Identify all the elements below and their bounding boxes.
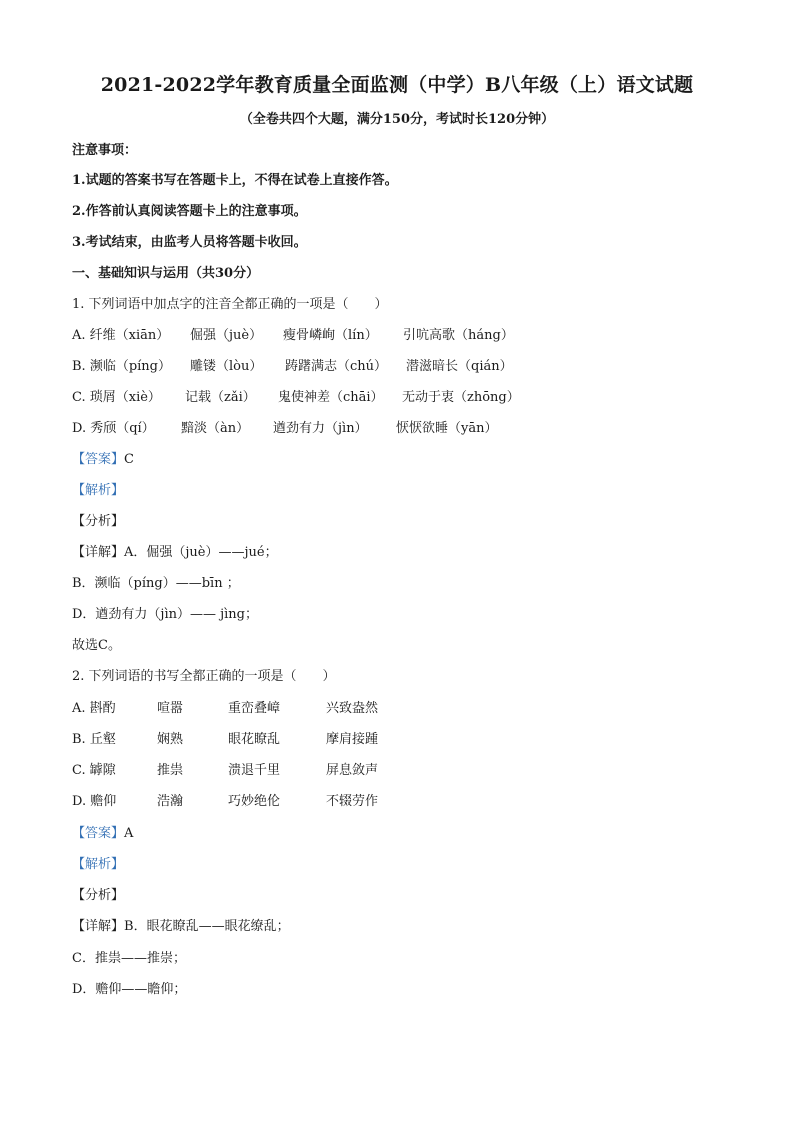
q1-option-b-1: B. 濒临（píng）: [72, 359, 171, 374]
detail-label: 【详解】: [72, 545, 125, 560]
question-2-stem: 2. 下列词语的书写全都正确的一项是（ ）: [72, 669, 336, 684]
q2-option-d-3: 巧妙绝伦: [228, 794, 281, 809]
question-2-fenxi-label: 【分析】: [72, 888, 125, 903]
page-subtitle: （全卷共四个大题，满分150分，考试时长120分钟）: [239, 112, 555, 127]
question-2-detail-b: [72, 918, 290, 936]
notice-item-2: 2.作答前认真阅读答题卡上的注意事项。: [72, 204, 307, 219]
q2-option-d-4: 不辍劳作: [326, 794, 379, 809]
question-2-analysis-label: 【解析】: [72, 857, 125, 872]
q1-option-a-3: 瘦骨嶙峋（lín）: [283, 328, 378, 343]
answer-label: 【答案】: [72, 826, 125, 841]
q1-option-c-2: 记载（zǎi）: [185, 390, 256, 405]
q2-option-d-2: 浩瀚: [157, 794, 184, 809]
q2-option-b-1: B. 丘壑: [72, 732, 116, 747]
section-heading: 一、基础知识与运用（共30分）: [72, 266, 260, 281]
q2-option-a-2: 喧嚣: [157, 701, 184, 716]
q2-option-b-4: 摩肩接踵: [326, 732, 379, 747]
q1-option-c-3: 鬼使神差（chāi）: [278, 390, 384, 405]
q1-option-b-3: 踌躇满志（chú）: [285, 359, 388, 374]
q2-option-c-2: 推祟: [157, 763, 184, 778]
notice-item-3: 3.考试结束，由监考人员将答题卡收回。: [72, 235, 307, 250]
q1-option-a-2: 倔强（juè）: [190, 328, 263, 343]
detail-label: 【详解】: [72, 919, 125, 934]
question-2-answer: [72, 825, 133, 843]
notice-item-1: 1.试题的答案书写在答题卡上，不得在试卷上直接作答。: [72, 173, 398, 188]
q1-option-d-1: D. 秀颀（qí）: [72, 421, 155, 436]
answer-value: A: [124, 826, 134, 841]
q2-option-c-1: C. 罅隙: [72, 763, 116, 778]
question-1-stem: 1. 下列词语中加点字的注音全都正确的一项是（ ）: [72, 297, 388, 312]
q1-option-c-4: 无动于衷（zhōng）: [402, 390, 520, 405]
detail-line: B．眼花瞭乱——眼花缭乱；: [124, 919, 290, 934]
q1-option-d-2: 黯淡（àn）: [181, 421, 250, 436]
q1-option-b-2: 雕镂（lòu）: [190, 359, 263, 374]
q1-option-a-4: 引吭高歌（háng）: [403, 328, 514, 343]
answer-value: C: [124, 452, 134, 467]
page-title: 2021-2022学年教育质量全面监测（中学）B八年级（上）语文试题: [100, 74, 694, 96]
q2-option-c-4: 屏息敛声: [326, 763, 379, 778]
q2-option-a-4: 兴致盎然: [326, 701, 379, 716]
question-2-detail-c: C．推祟——推崇；: [72, 951, 186, 966]
q2-option-a-1: A. 斟酌: [72, 701, 116, 716]
q2-option-a-3: 重峦叠嶂: [228, 701, 281, 716]
question-1-detail-d: D．遒劲有力（jìn）—— jìng；: [72, 607, 258, 622]
question-2-detail-d: D．赡仰——瞻仰；: [72, 982, 187, 997]
question-1-answer: [72, 451, 134, 469]
q1-option-c-1: C. 琐屑（xiè）: [72, 390, 161, 405]
q1-option-b-4: 潜滋暗长（qián）: [406, 359, 513, 374]
question-1-fenxi-label: 【分析】: [72, 514, 125, 529]
question-1-analysis-label: 【解析】: [72, 483, 125, 498]
q2-option-c-3: 溃退千里: [228, 763, 281, 778]
q2-option-d-1: D. 赡仰: [72, 794, 117, 809]
q1-option-d-4: 恹恹欲睡（yān）: [396, 421, 498, 436]
q1-option-d-3: 遒劲有力（jìn）: [273, 421, 368, 436]
question-1-conclusion: 故选C。: [72, 638, 121, 653]
answer-label: 【答案】: [72, 452, 125, 467]
detail-line: A．倔强（juè）——jué；: [124, 545, 278, 560]
q2-option-b-2: 娴熟: [157, 732, 184, 747]
q1-option-a-1: A. 纤维（xiān）: [72, 328, 170, 343]
question-1-detail-b: B．濒临（píng）——bīn ；: [72, 576, 240, 591]
question-1-detail-a: [72, 544, 278, 562]
notice-heading: 注意事项：: [72, 143, 138, 158]
q2-option-b-3: 眼花瞭乱: [228, 732, 281, 747]
